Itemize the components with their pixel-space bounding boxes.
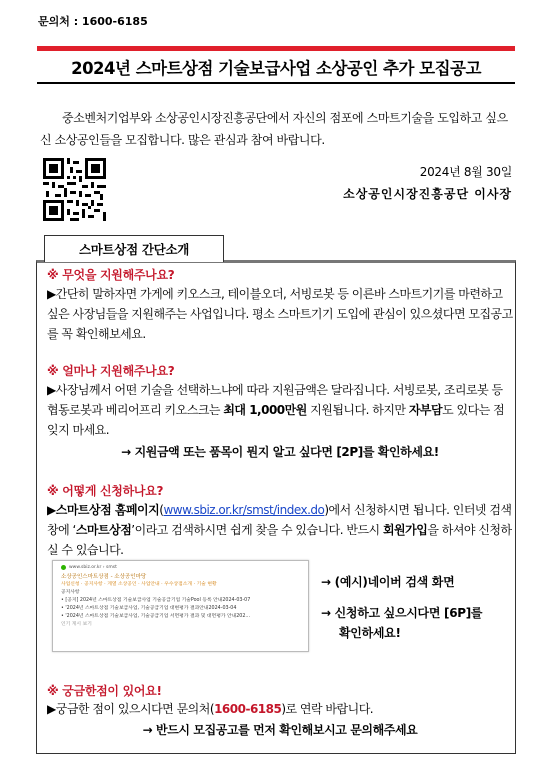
search-result-url: www.sbiz.or.kr › smst bbox=[61, 565, 300, 570]
contact-line: 문의처 : 1600-6185 bbox=[38, 15, 148, 28]
section-questions-note: → 반드시 모집공고를 먼저 확인해보시고 문의해주세요 bbox=[142, 723, 418, 737]
intro-paragraph: 중소벤처기업부와 소상공인시장진흥공단에서 자신의 점포에 스마트기술을 도입하고 싶으신 소상공인들을 모집합니다. 많은 관심과 참여 바랍니다. bbox=[40, 111, 508, 147]
search-result-more: 인기 게시 보기 bbox=[61, 622, 92, 627]
contact-phone[interactable]: 1600-6185 bbox=[214, 702, 282, 716]
homepage-link[interactable]: www.sbiz.or.kr/smst/index.do bbox=[163, 503, 325, 517]
page-title: 2024년 스마트상점 기술보급사업 소상공인 추가 모집공고 bbox=[71, 58, 481, 78]
screenshot-caption: → (예시)네이버 검색 화면 bbox=[321, 575, 455, 589]
notice-date: 2024년 8월 30일 bbox=[419, 165, 512, 179]
section-howmuch-title: ※ 얼마나 지원해주나요? bbox=[47, 364, 175, 378]
search-result-title: 소상공인스마트상점 - 소상공인마당 bbox=[61, 574, 147, 580]
section-what-title: ※ 무엇을 지원해주나요? bbox=[47, 268, 175, 282]
qr-code[interactable] bbox=[43, 158, 106, 221]
search-result-item: • '2024년 스마트상점 기술보급사업, 기술공급기업 대변평가 결과안내2024-03-04 bbox=[61, 606, 237, 611]
section-apply-body: ▶스마트상점 홈페이지(www.sbiz.or.kr/smst/index.do)에서 신청하시면 됩니다. 인터넷 검색창에 ‘스마트상점’이라고 검색하시면 쉽게 찾을 수 있습니다. 반드시 회원가입을 하셔야 신청하실 수 있습니다. bbox=[47, 503, 512, 557]
search-result-screenshot bbox=[52, 560, 309, 652]
favicon-icon bbox=[61, 565, 66, 570]
search-result-item: • '2024년 스마트상점 기술보급사업, 기술공급기업 서면평가 결과 및 대면평가 안내202... bbox=[61, 614, 250, 619]
section-howmuch-body: ▶사장님께서 어떤 기술을 선택하느냐에 따라 지원금액은 달라집니다. 서빙로봇, 조리로봇 등 협동로봇과 베리어프리 키오스크는 최대 1,000만원 지원됩니다. 하지만 자부담도 있다는 점 잊지 마세요. bbox=[47, 383, 505, 437]
section-tab-title: 스마트상점 간단소개 bbox=[44, 235, 224, 262]
apply-page-note: → 신청하고 싶으시다면 [6P]를 확인하세요! bbox=[321, 606, 483, 640]
section-what-body: ▶간단히 말하자면 가게에 키오스크, 테이블오더, 서빙로봇 등 이른바 스마트기기를 마련하고 싶은 사장님들을 지원해주는 사업입니다. 평소 스마트기기 도입에 관심이 있으셨다면 모집공고를 꼭 확인해보세요. bbox=[47, 287, 513, 341]
section-howmuch-note: → 지원금액 또는 품목이 뭔지 알고 싶다면 [2P]를 확인하세요! bbox=[121, 445, 439, 459]
search-result-item: • [공지] 2024년 스마트상점 기술보급사업 기술공급기업 기술Pool 등록 안내2024-03-07 bbox=[61, 598, 251, 603]
title-banner bbox=[37, 46, 515, 84]
search-result-links: 사업신청 · 공지사항 · 게열 소상공인 · 사업안내 · 우수상점소개 · 기술 현황 bbox=[61, 582, 217, 587]
search-result-label: 공지사항 bbox=[61, 590, 80, 595]
issuer-signature: 소상공인시장진흥공단 이사장 bbox=[343, 187, 512, 201]
section-questions-title: ※ 궁금한점이 있어요! bbox=[47, 684, 162, 698]
section-questions-body: ▶궁금한 점이 있으시다면 문의처(1600-6185)로 연락 바랍니다. bbox=[47, 702, 374, 716]
section-apply-title: ※ 어떻게 신청하나요? bbox=[47, 484, 164, 498]
